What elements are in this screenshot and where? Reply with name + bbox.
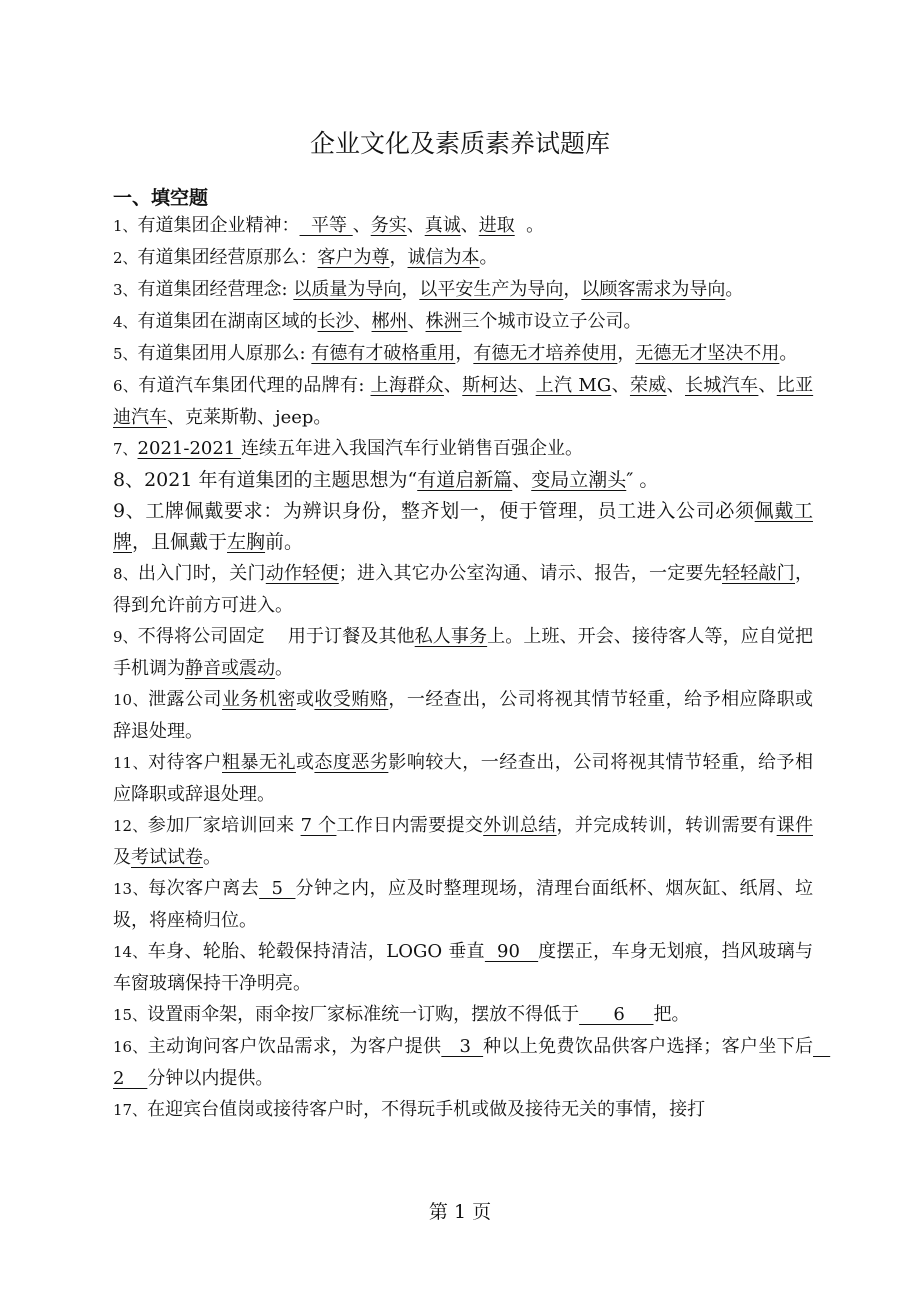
question-item <box>113 558 813 621</box>
question-number: 9、 <box>113 500 146 522</box>
question-item <box>113 621 813 684</box>
page-title: 企业文化及素质素养试题库 <box>309 129 610 158</box>
question-text: 、 <box>460 215 479 236</box>
question-number: 8、 <box>113 565 139 583</box>
question-item <box>113 433 813 465</box>
question-text: 种以上免费饮品供客户选择；客户坐下后 <box>483 1036 814 1057</box>
question-text: 2021 年有道集团的主题思想为“ <box>144 469 418 491</box>
answer-blank: 客户为尊 <box>317 247 390 268</box>
question-text: ，并完成转训，转训需要有 <box>556 815 777 836</box>
question-text: 或 <box>295 689 315 710</box>
question-text: 、 <box>758 375 777 396</box>
answer-blank: 斯柯达 <box>462 375 518 396</box>
question-text: 车身、轮胎、轮毂保持清洁，LOGO 垂直 <box>147 941 485 962</box>
question-number: 3、 <box>113 281 138 299</box>
answer-blank: 3 <box>441 1036 484 1057</box>
question-item <box>113 1031 831 1094</box>
question-text: 、 <box>443 375 463 396</box>
question-item <box>113 242 813 274</box>
answer-blank: 左胸 <box>227 531 266 553</box>
question-item <box>113 684 813 747</box>
question-text: 分钟之内，应及时整理现场，清理台面纸杯、烟灰缸、纸屑、垃圾，将座椅归位。 <box>113 878 814 931</box>
question-text: 有道集团企业精神： <box>137 215 300 236</box>
answer-blank: 变局立潮头 <box>531 469 627 491</box>
question-text: 。 <box>725 279 744 300</box>
question-item <box>113 465 813 496</box>
question-text: ；进入其它办公室沟通、请示、报告，一定要先 <box>338 563 723 584</box>
answer-blank: 5 <box>259 878 296 899</box>
question-text: 、克莱斯勒、jeep。 <box>167 407 332 428</box>
question-text: 度摆正，车身无划痕，挡风玻璃与车窗玻璃保持干净明亮。 <box>113 941 813 994</box>
question-number: 9、 <box>113 628 138 646</box>
answer-blank: 佩戴工牌 <box>113 500 813 553</box>
question-number: 15、 <box>113 1006 148 1024</box>
answer-blank: 真诚 <box>424 215 461 236</box>
question-item <box>113 210 813 242</box>
page-number: 第 1 页 <box>428 1201 492 1223</box>
answer-blank: 有道启新篇 <box>417 469 513 491</box>
answer-blank: 以平安生产为导向 <box>419 279 564 300</box>
question-text: 及 <box>113 847 131 868</box>
answer-blank: 务实 <box>370 215 407 236</box>
question-text: ， <box>389 247 408 268</box>
question-text: 有道集团在湖南区域的 <box>137 311 318 332</box>
question-text: ， <box>401 279 420 300</box>
question-number: 1、 <box>113 217 138 235</box>
answer-blank: 粗暴无礼 <box>222 752 296 773</box>
question-text: 、 <box>666 375 686 396</box>
question-number: 13、 <box>113 880 149 898</box>
answer-blank: 收受贿赂 <box>314 689 389 710</box>
answer-blank: 上汽 MG <box>535 375 612 396</box>
question-text: 对待客户 <box>148 752 222 773</box>
answer-blank: 课件 <box>776 815 813 836</box>
answer-blank: 荣威 <box>629 375 667 396</box>
question-item <box>113 810 813 873</box>
answer-blank: 2 <box>113 1036 831 1089</box>
question-text: 出入门时，关门 <box>138 563 266 584</box>
answer-blank: 长城汽车 <box>685 375 759 396</box>
question-number: 5、 <box>113 345 138 363</box>
answer-blank: 平等 <box>299 215 353 236</box>
answer-blank: 7 个 <box>300 815 337 836</box>
question-text: 、 <box>353 311 372 332</box>
question-list <box>113 210 831 1126</box>
answer-blank: 外训总结 <box>483 815 557 836</box>
answer-blank: 私人事务 <box>414 626 488 647</box>
question-item <box>113 999 813 1031</box>
section-heading: 一、填空题 <box>113 187 209 209</box>
question-text: 前。 <box>265 531 304 553</box>
question-text: 。 <box>275 658 293 679</box>
question-text: 有道集团用人原那么: <box>137 343 312 364</box>
question-text: 影响较大，一经查出，公司将视其情节轻重，给予相应降职或辞退处理。 <box>113 752 814 805</box>
answer-blank: 比亚迪汽车 <box>113 375 814 428</box>
answer-blank: 2021-2021 <box>137 438 241 459</box>
question-text: 主动询问客户饮品需求，为客户提供 <box>147 1036 442 1057</box>
question-text: ，得到允许前方可进入。 <box>113 563 814 616</box>
answer-blank: 动作轻便 <box>265 563 339 584</box>
answer-blank: 轻轻敲门 <box>722 563 796 584</box>
question-text: ，且佩戴于 <box>132 531 228 553</box>
question-number: 14、 <box>113 943 148 961</box>
answer-blank: 90 <box>484 941 539 962</box>
question-number: 8、 <box>113 469 145 491</box>
answer-blank: 株洲 <box>425 311 462 332</box>
question-item <box>113 1094 813 1126</box>
question-text: 、 <box>407 311 426 332</box>
question-item <box>113 747 813 810</box>
question-text: ″ 。 <box>626 469 659 491</box>
question-item <box>113 936 813 999</box>
answer-blank: 6 <box>579 1004 654 1025</box>
question-text: 分钟以内提供。 <box>147 1068 274 1089</box>
question-text: 在迎宾台值岗或接待客户时，不得玩手机或做及接待无关的事情，接打 <box>147 1099 706 1120</box>
question-text: 、 <box>406 215 425 236</box>
question-item <box>113 496 813 558</box>
question-text: 连续五年进入我国汽车行业销售百强企业。 <box>240 438 583 459</box>
question-item <box>113 873 813 936</box>
answer-blank: 诚信为本 <box>407 247 480 268</box>
question-text: 有道汽车集团代理的品牌有: <box>138 375 371 396</box>
answer-blank: 进取 <box>478 215 515 236</box>
question-text: 。 <box>514 215 545 236</box>
question-text: 每次客户离去 <box>148 878 260 899</box>
question-text: ，一经查出，公司将视其情节轻重，给予相应降职或辞退处理。 <box>113 689 814 742</box>
question-text: 。 <box>779 343 798 364</box>
question-text: 三个城市设立子公司。 <box>461 311 642 332</box>
question-number: 12、 <box>113 817 148 835</box>
question-item <box>113 338 813 370</box>
question-text: 设置雨伞架，雨伞按厂家标准统一订购，摆放不得低于 <box>147 1004 580 1025</box>
question-number: 2、 <box>113 249 138 267</box>
question-text: 、 <box>512 469 532 491</box>
answer-blank: 长沙 <box>317 311 354 332</box>
answer-blank: 态度恶劣 <box>314 752 389 773</box>
question-text: 参加厂家培训回来 <box>147 815 301 836</box>
question-text: 。 <box>203 847 221 868</box>
question-number: 7、 <box>113 440 138 458</box>
question-text: 。 <box>479 247 498 268</box>
answer-blank: 静音或震动 <box>185 658 275 679</box>
answer-blank: 以质量为导向 <box>293 279 402 300</box>
question-number: 16、 <box>113 1038 148 1056</box>
question-item <box>113 370 813 433</box>
question-text: ， <box>617 343 636 364</box>
question-text: 把。 <box>653 1004 690 1025</box>
question-text: ， <box>563 279 582 300</box>
question-number: 4、 <box>113 313 138 331</box>
question-number: 6、 <box>113 377 139 395</box>
question-text: ， <box>455 343 474 364</box>
answer-blank: 有德有才破格重用 <box>311 343 456 364</box>
question-text: 工作日内需要提交 <box>336 815 484 836</box>
question-number: 11、 <box>113 754 149 772</box>
question-item <box>113 274 813 306</box>
question-text: 上。上班、开会、接待客人等，应自觉把手机调为 <box>113 626 814 679</box>
question-text: 泄露公司 <box>148 689 222 710</box>
answer-blank: 有德无才培养使用 <box>473 343 618 364</box>
question-text: 工牌佩戴要求：为辨识身份，整齐划一，便于管理，员工进入公司必须 <box>145 500 755 522</box>
question-number: 17、 <box>113 1101 148 1119</box>
answer-blank: 考试试卷 <box>131 847 203 868</box>
question-text: 、 <box>517 375 536 396</box>
question-item <box>113 306 813 338</box>
answer-blank: 业务机密 <box>222 689 296 710</box>
answer-blank: 上海群众 <box>370 375 444 396</box>
question-text: 、 <box>611 375 630 396</box>
question-text: 有道集团经营理念: <box>137 279 294 300</box>
question-text: 或 <box>295 752 315 773</box>
answer-blank: 以顾客需求为导向 <box>581 279 726 300</box>
question-number: 10、 <box>113 691 149 709</box>
question-text: 不得将公司固定 用于订餐及其他 <box>137 626 415 647</box>
question-text: 有道集团经营原那么： <box>137 247 318 268</box>
answer-blank: 无德无才坚决不用 <box>635 343 780 364</box>
answer-blank: 郴州 <box>371 311 408 332</box>
question-text: 、 <box>352 215 371 236</box>
